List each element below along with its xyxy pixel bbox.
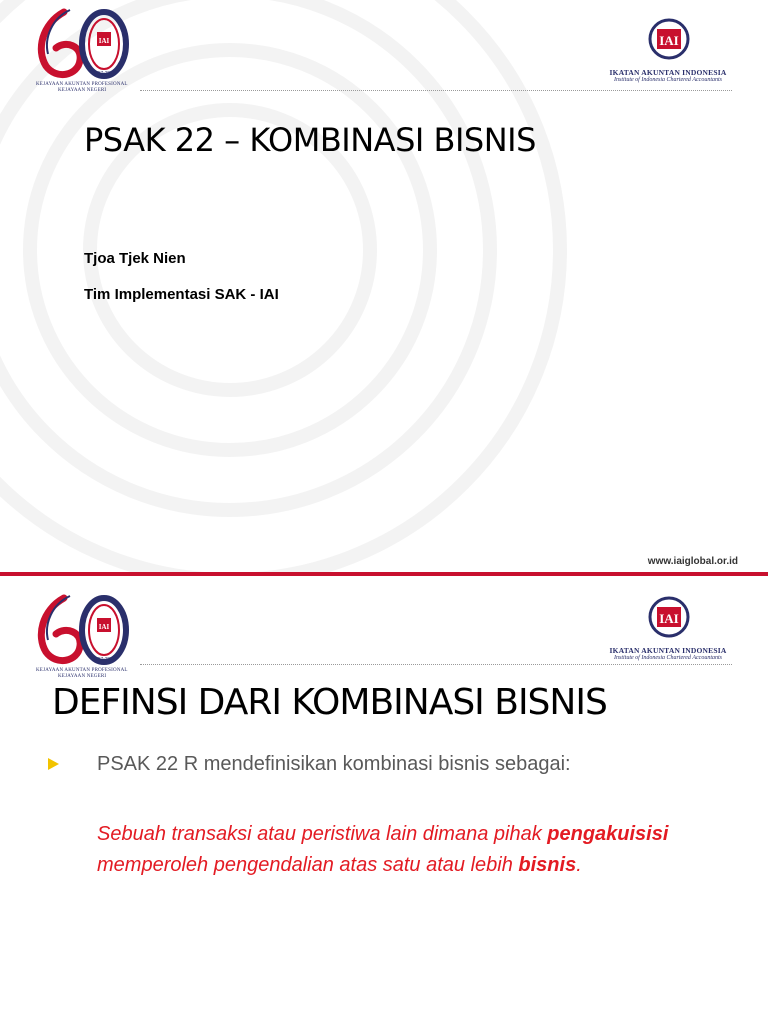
iai-subtitle: Institute of Indonesia Chartered Accountants bbox=[614, 77, 722, 83]
60-years-caption: KEJAYAAN AKUNTAN PROFESIONAL KEJAYAAN NEGERI bbox=[36, 82, 128, 93]
emphasis-pengakuisisi: pengakuisisi bbox=[547, 823, 669, 845]
header-divider bbox=[140, 90, 732, 91]
60-anniversary-icon bbox=[30, 4, 145, 84]
author-team: Tim Implementasi SAK - IAI bbox=[84, 286, 279, 303]
definition-slide bbox=[0, 576, 768, 1024]
bullet-text: PSAK 22 R mendefinisikan kombinasi bisnis sebagai: bbox=[97, 753, 571, 775]
author-name: Tjoa Tjek Nien bbox=[84, 250, 186, 267]
website-url: www.iaiglobal.or.id bbox=[647, 556, 738, 567]
svg-text:IAI: IAI bbox=[659, 611, 679, 626]
svg-text:1957-2017: 1957-2017 bbox=[93, 70, 115, 75]
60-years-caption: KEJAYAAN AKUNTAN PROFESIONAL KEJAYAAN NEGERI bbox=[36, 668, 128, 679]
triangle-bullet-icon bbox=[48, 758, 59, 770]
iai-badge-icon bbox=[648, 18, 690, 60]
slide-title: DEFINSI DARI KOMBINASI BISNIS bbox=[52, 682, 607, 723]
svg-text:IAI: IAI bbox=[98, 623, 110, 631]
header-divider bbox=[140, 664, 732, 665]
iai-logo bbox=[606, 18, 730, 88]
definition-text: Sebuah transaksi atau peristiwa lain dimana pihak pengakuisisi memperoleh pengendalian atas satu atau lebih bisnis. bbox=[97, 823, 669, 876]
iai-subtitle: Institute of Indonesia Chartered Accountants bbox=[614, 655, 722, 661]
iai-name: IKATAN AKUNTAN INDONESIA bbox=[609, 646, 727, 655]
slide-title: PSAK 22 – KOMBINASI BISNIS bbox=[84, 121, 536, 159]
iai-badge-icon bbox=[648, 596, 690, 638]
svg-text:1957-2017: 1957-2017 bbox=[93, 656, 115, 661]
svg-text:IAI: IAI bbox=[659, 33, 679, 48]
60-years-logo bbox=[30, 4, 145, 93]
60-years-logo bbox=[30, 590, 145, 679]
svg-text:IAI: IAI bbox=[98, 37, 110, 45]
iai-name: IKATAN AKUNTAN INDONESIA bbox=[609, 68, 727, 77]
60-anniversary-icon bbox=[30, 590, 145, 670]
iai-logo bbox=[606, 596, 730, 666]
emphasis-bisnis: bisnis bbox=[518, 854, 577, 876]
